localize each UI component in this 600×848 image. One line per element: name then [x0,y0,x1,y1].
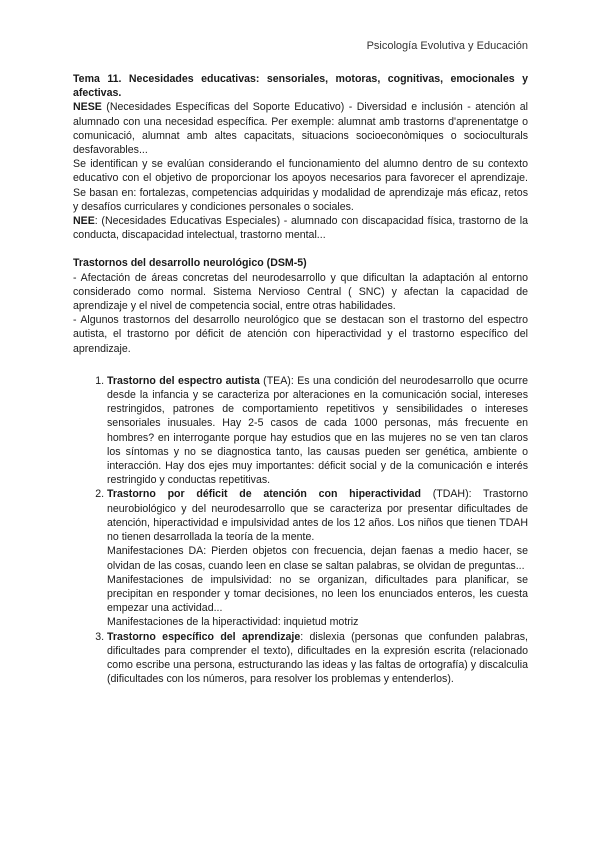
list-item-tea [107,374,528,488]
list-item-learning [107,630,528,687]
nee-text: : (Necesidades Educativas Especiales) - alumnado con discapacidad física, trastorno de la conducta, discapacidad intelectual, trastorno mental... [73,215,528,242]
disorder-text: : dislexia (personas que confunden palabras, dificultades para comprender el texto), dificultades en la expresión escrita (relacionado como escribe una persona, estructurando las ideas y las faltas de ortografía) y discalculia (dificultades con los números, para resolver los problemas y entenderlos). [107,630,528,686]
nese-text: (Necesidades Específicas del Soporte Educativo) - Diversidad e inclusión - atención al alumnado con una necesidad específica. Per exemple: alumnat amb trastorns d'aprenentatge o comunicació, alumnat amb altes capacitats, situacions socioeconòmiques o socioculturals desfavorables... [73,101,528,157]
disorder-name: Trastorno del espectro autista [107,374,260,387]
document-body [73,72,528,686]
nese-paragraph [73,100,528,157]
manifestations-impulsivity: Manifestaciones de impulsividad: no se organizan, dificultades para planificar, se precipitan en responder y tomar decisiones, no leen los enunciados enteros, les cuesta empezar una actividad... [107,573,528,615]
nee-paragraph [73,214,528,242]
disorder-text: (TDAH): Trastorno neurobiológico y del neurodesarrollo que se caracteriza por presentar dificultades de atención, hiperactividad e impulsividad antes de los 12 años. Los niños que tienen TDAH no tienen desarrollada la teoría de la mente. [107,488,528,544]
disorder-text: (TEA): Es una condición del neurodesarrollo que ocurre desde la infancia y se caracteriza por alteraciones en la comunicación social, intereses restringidos, patrones de comportamiento repetitivos y sensibilidades o intereses sensoriales inusuales. Hay 2-5 casos de cada 1000 personas, más frecuente en hombres? en interrogante porque hay estudios que en las mujeres no se ven tan claros los síntomas y no se diagnostica tanto, las causas pueden ser genética, ambiente o interacción. Hay dos ejes muy importantes: déficit social y de la comunicación e interés restringido y conductas repetitivas. [107,374,529,487]
nee-term: NEE [73,215,95,228]
disorder-name: Trastorno por déficit de atención con hiperactividad [107,488,421,501]
section-intro-1: - Afectación de áreas concretas del neurodesarrollo y que dificultan la adaptación al entorno considerado como normal. Sistema Nervioso Central ( SNC) y afectan la capacidad de aprendizaje y el nivel de competencia social, entre otras habilidades. [73,271,528,313]
section-heading: Trastornos del desarrollo neurológico (DSM-5) [73,257,307,270]
disorders-list [73,374,528,686]
identification-paragraph: Se identifican y se evalúan considerando el funcionamiento del alumno dentro de su contexto educativo con el objetivo de proporcionar los apoyos necesarios para favorecer el aprendizaje. Se basan en: fortalezas, competencias adquiridas y modalidad de aprendizaje más eficaz, retos y desafíos curriculares y condiciones personales o sociales. [73,158,528,213]
nese-term: NESE [73,101,102,114]
list-item-tdah [107,487,528,629]
topic-title: Tema 11. Necesidades educativas: sensoriales, motoras, cognitivas, emocionales y afectivas. [73,73,528,100]
page-header: Psicología Evolutiva y Educación [366,40,528,52]
manifestations-hyperactivity: Manifestaciones de la hiperactividad: inquietud motriz [107,616,359,629]
spacer [73,242,528,256]
manifestations-da: Manifestaciones DA: Pierden objetos con frecuencia, dejan faenas a medio hacer, se olvidan de las cosas, cuando leen en clase se saltan palabras, se olvidan de preguntas... [107,545,528,572]
section-intro-2: - Algunos trastornos del desarrollo neurológico que se destacan son el trastorno del espectro autista, el trastorno por déficit de atención con hiperactividad y el trastorno específico del aprendizaje. [73,314,528,355]
disorder-name: Trastorno específico del aprendizaje [107,630,301,643]
